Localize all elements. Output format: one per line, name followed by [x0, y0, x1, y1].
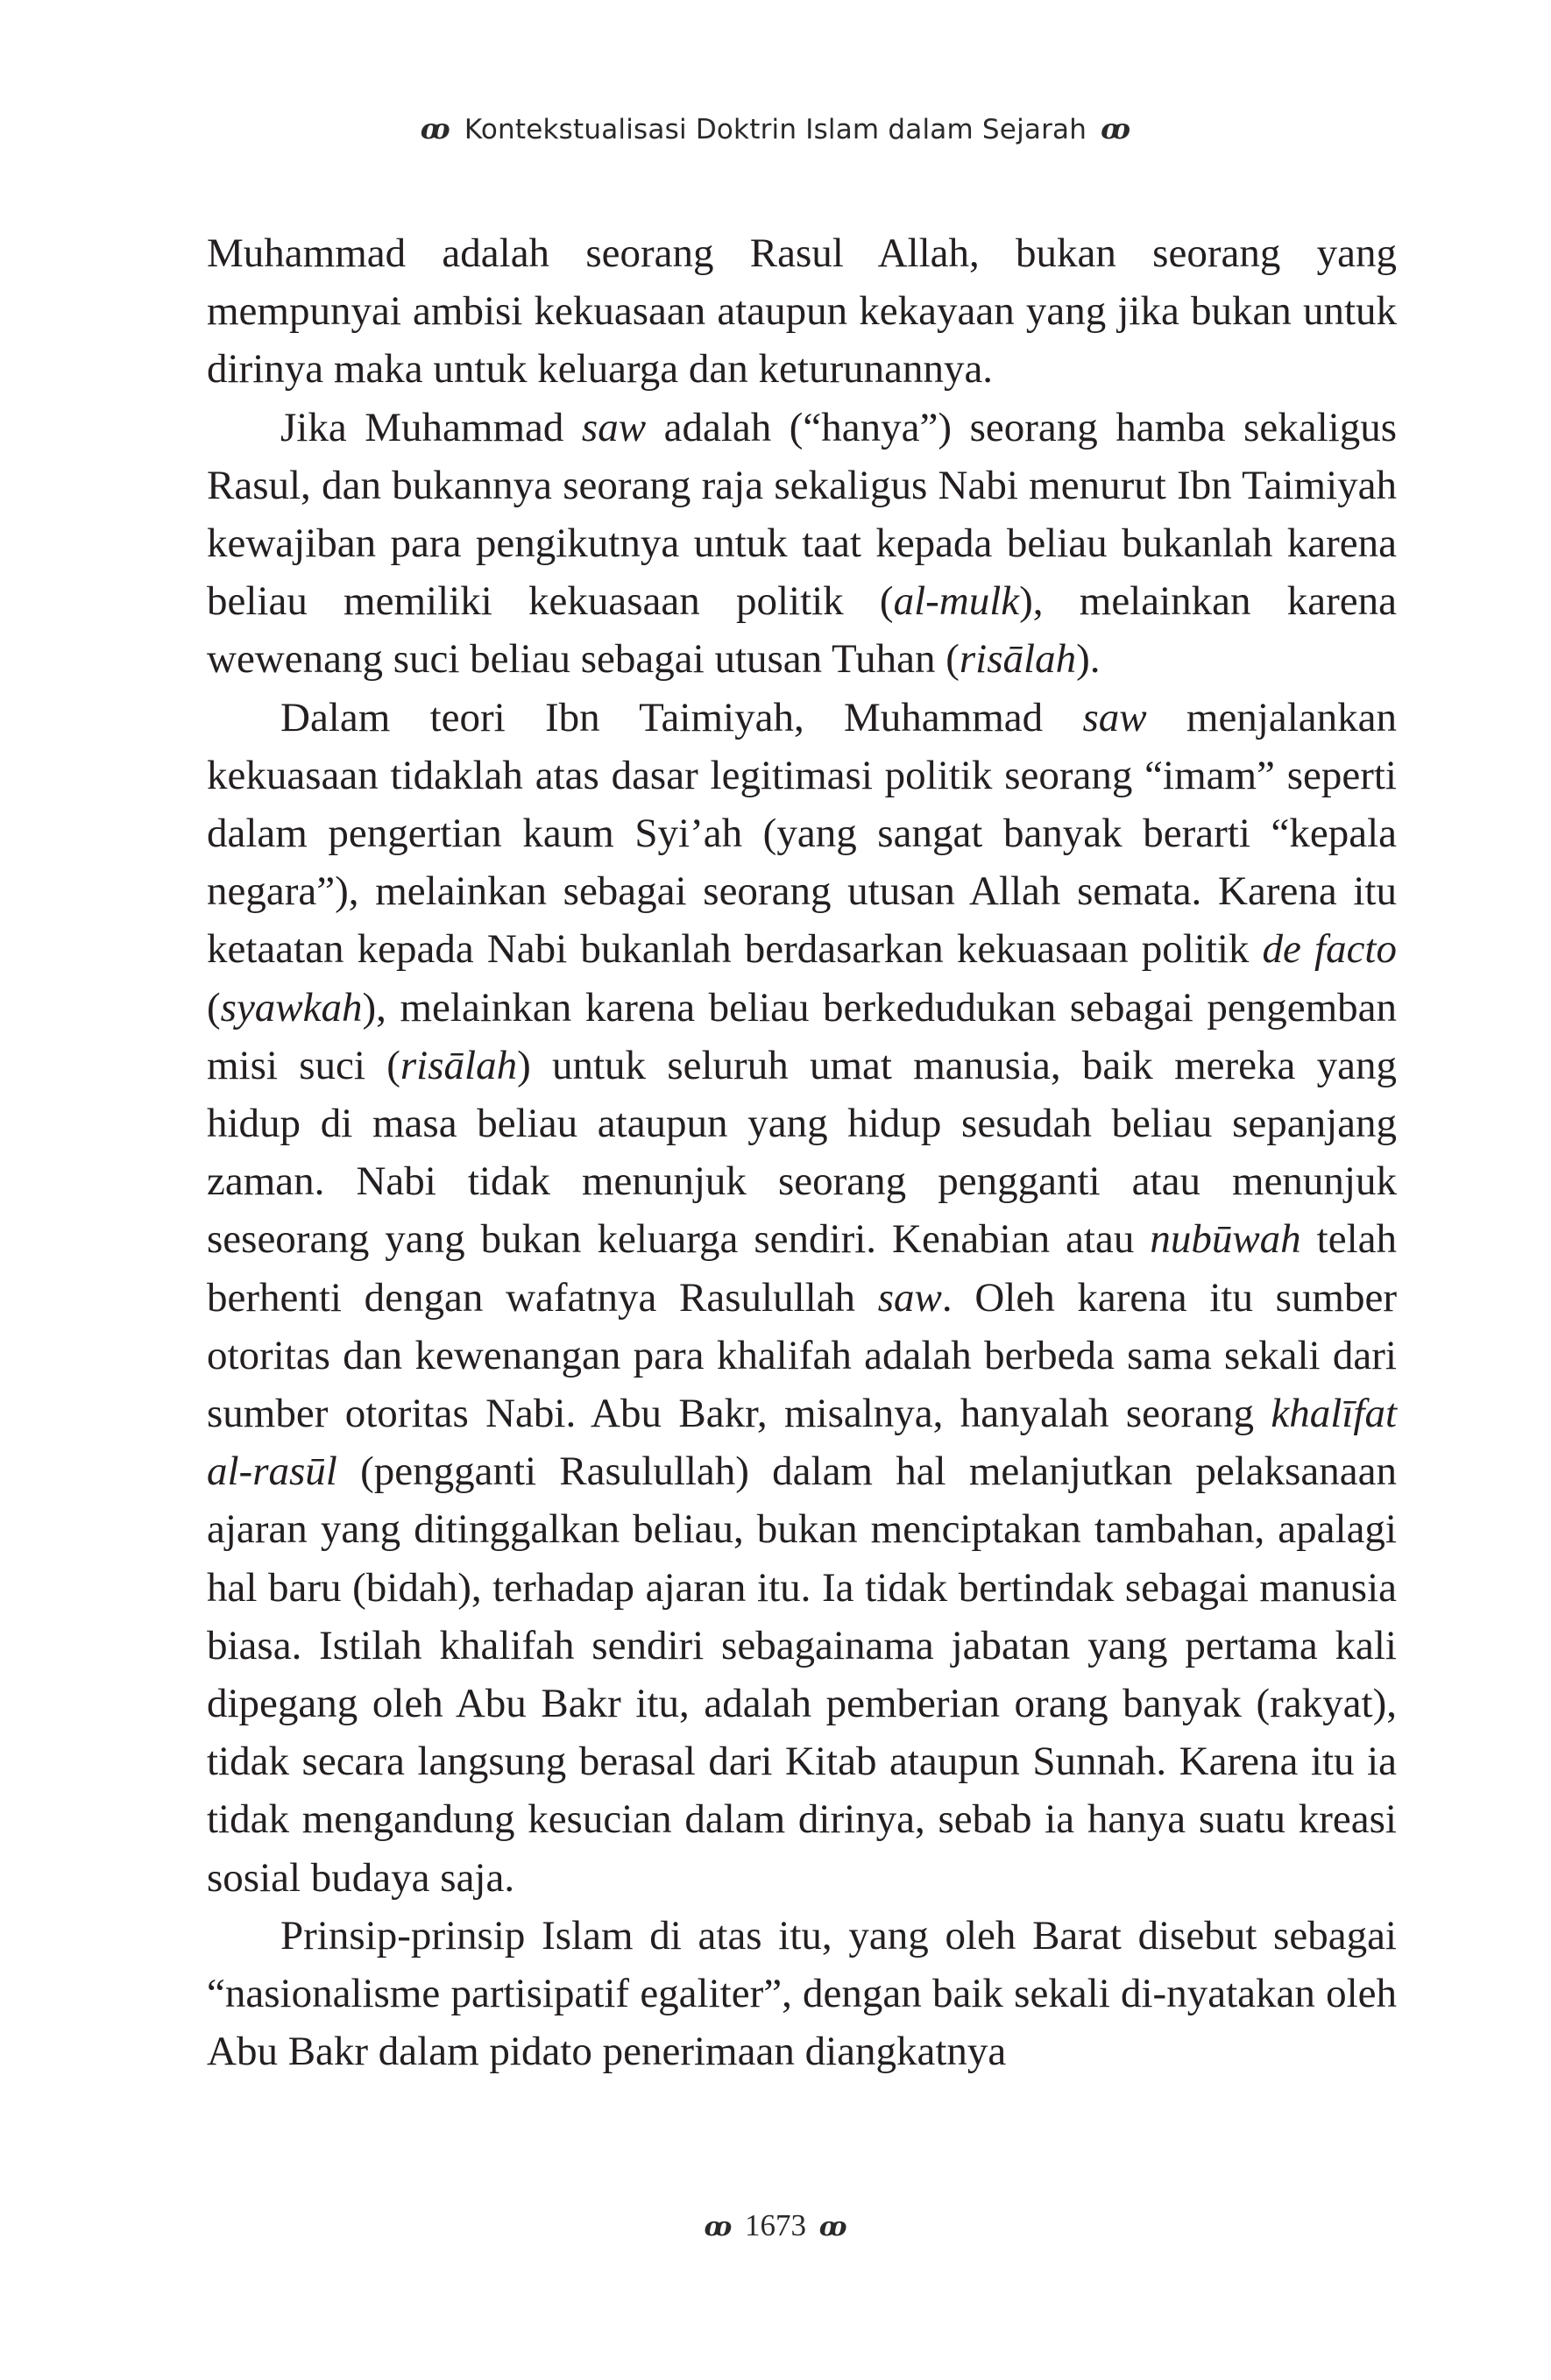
text-run: ) untuk seluruh umat manusia, baik mereka yang hidup di masa beliau ataupun yang hidup sesudah beliau sepanjang zaman. Nabi tidak menunjuk seorang pengganti atau menunjuk seseorang yang bukan keluarga sendiri. Kenabian atau [207, 1042, 1397, 1263]
ornament-left-icon: ꝏ [420, 112, 450, 145]
ornament-right-icon: ꝏ [1101, 112, 1131, 145]
text-run: ). [1076, 636, 1101, 683]
paragraph-2 [207, 399, 1397, 689]
running-header-title: Kontekstualisasi Doktrin Islam dalam Sejarah [464, 114, 1087, 145]
footer-ornament-left-icon: ꝏ [704, 2212, 733, 2242]
body-text [207, 224, 1397, 2081]
paragraph-3 [207, 689, 1397, 1907]
italic-term: syawkah [220, 984, 363, 1031]
text-run: adalah (“hanya”) seorang hamba sekaligus Rasul, dan bukannya seorang raja sekaligus Nabi menurut Ibn Taimiyah kewajiban para pengikutnya untuk taat kepada beliau bukanlah karena beliau memiliki kekuasaan politik ( [207, 404, 1398, 625]
text-run: Prinsip-prinsip Islam di atas itu, yang oleh Barat disebut sebagai “nasionalisme partisipatif egaliter”, dengan baik sekali di-nyatakan oleh Abu Bakr dalam pidato penerimaan diangkatnya [207, 1912, 1397, 2075]
text-run: Dalam teori Ibn Taimiyah, Muhammad [280, 694, 1083, 740]
text-run: ), melainkan karena beliau berkedudukan sebagai pengemban misi suci ( [207, 984, 1397, 1088]
page-number: 1673 [745, 2208, 806, 2242]
text-run: menjalankan kekuasaan tidaklah atas dasar legitimasi politik seorang “imam” seperti dalam pengertian kaum Syi’ah (yang sangat banyak berarti “kepala negara”), melainkan sebagai seorang utusan Allah semata. Karena itu ketaatan kepada Nabi bukanlah berdasarkan kekuasaan politik [207, 694, 1397, 973]
paragraph-4 [207, 1907, 1397, 2081]
text-run: ), melainkan karena wewenang suci beliau sebagai utusan Tuhan ( [207, 578, 1397, 683]
footer-ornament-right-icon: ꝏ [818, 2212, 847, 2242]
text-run: Jika Muhammad [280, 404, 582, 450]
text-run: telah berhenti dengan wafatnya Rasulullah [207, 1216, 1397, 1321]
italic-term: khalīfat al-rasūl [207, 1391, 1397, 1495]
italic-term: de facto [1262, 926, 1397, 973]
italic-term: risālah [400, 1042, 518, 1088]
text-run: ( [207, 984, 221, 1031]
text-run: . Oleh karena itu sumber otoritas dan kewenangan para khalifah adalah berbeda sama sekali dari sumber otoritas Nabi. Abu Bakr, misalnya, hanyalah seorang [207, 1274, 1398, 1437]
italic-term: nubūwah [1150, 1216, 1301, 1263]
italic-term: saw [581, 404, 647, 450]
italic-term: saw [877, 1274, 942, 1321]
text-run: Muhammad adalah seorang Rasul Allah, bukan seorang yang mempunyai ambisi kekuasaan ataupun kekayaan yang jika bukan untuk dirinya maka untuk keluarga dan keturunannya. [207, 230, 1397, 393]
page-footer [0, 2208, 1551, 2243]
paragraph-1 [207, 224, 1397, 399]
italic-term: risālah [959, 636, 1077, 683]
italic-term: saw [1082, 694, 1147, 740]
italic-term: al-mulk [893, 578, 1020, 625]
running-header [0, 112, 1551, 145]
text-run: (pengganti Rasulullah) dalam hal melanjutkan pelaksanaan ajaran yang ditinggalkan beliau, bukan menciptakan tambahan, apalagi hal baru (bidah), terhadap ajaran itu. Ia tidak bertindak sebagai manusia biasa. Istilah khalifah sendiri sebagainama jabatan yang pertama kali dipegang oleh Abu Bakr itu, adalah pemberian orang banyak (rakyat), tidak secara langsung berasal dari Kitab ataupun Sunnah. Karena itu ia tidak mengandung kesucian dalam dirinya, sebab ia hanya suatu kreasi sosial budaya saja. [207, 1449, 1397, 1901]
